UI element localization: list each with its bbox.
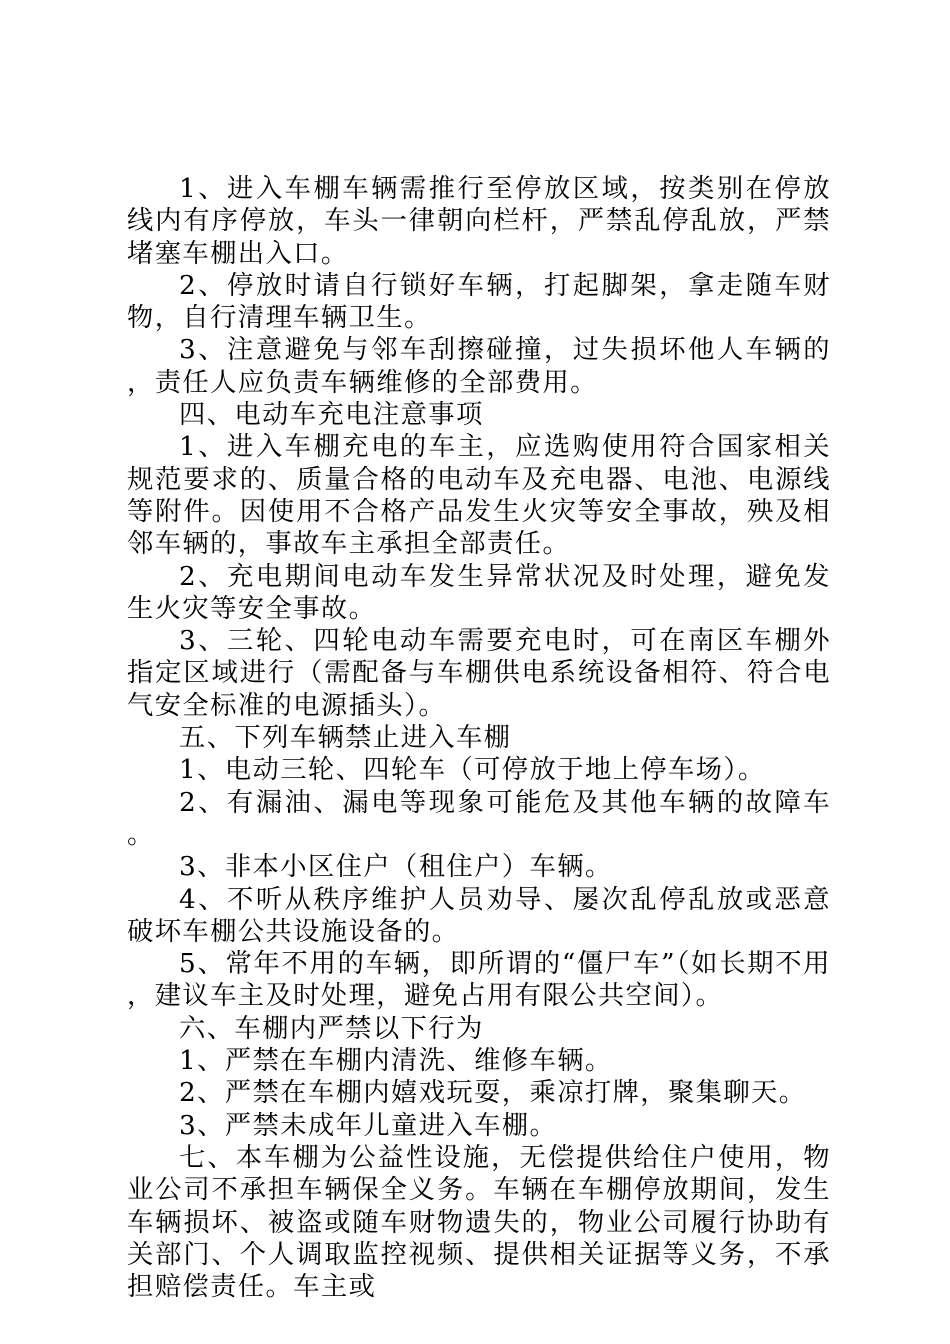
prohibited-behavior-3: 3、严禁未成年儿童进入车棚。 bbox=[179, 1110, 558, 1141]
section-heading-prohibited-vehicles: 五、下列车辆禁止进入车棚 bbox=[179, 723, 512, 754]
rule-avoid-collision: 3、注意避免与邻车刮擦碰撞，过失损坏他人车辆的，责任人应负责车辆维修的全部费用。 bbox=[127, 335, 831, 398]
prohibited-vehicle-3: 3、非本小区住户（租住户）车辆。 bbox=[179, 852, 613, 883]
rule-lock-vehicle: 2、停放时请自行锁好车辆，打起脚架，拿走随车财物，自行清理车辆卫生。 bbox=[127, 270, 831, 334]
document-body bbox=[127, 173, 831, 1303]
prohibited-vehicle-4: 4、不听从秩序维护人员劝导、屡次乱停乱放或恶意破坏车棚公共设施设备的。 bbox=[127, 884, 831, 947]
rule-charging-equipment: 1、进入车棚充电的车主，应选购使用符合国家相关规范要求的、质量合格的电动车及充电器、电池、电源线等附件。因使用不合格产品发生火灾等安全事故，殃及相邻车辆的，事故车主承担全部责任。 bbox=[127, 432, 831, 560]
section-heading-prohibited-behaviors: 六、车棚内严禁以下行为 bbox=[179, 1013, 484, 1044]
prohibited-behavior-1: 1、严禁在车棚内清洗、维修车辆。 bbox=[179, 1046, 613, 1077]
prohibited-vehicle-2: 2、有漏油、漏电等现象可能危及其他车辆的故障车。 bbox=[127, 787, 831, 850]
rule-charging-abnormal: 2、充电期间电动车发生异常状况及时处理，避免发生火灾等安全事故。 bbox=[127, 561, 831, 624]
section-heading-charging: 四、电动车充电注意事项 bbox=[179, 400, 484, 431]
section-liability: 七、本车棚为公益性设施，无偿提供给住户使用，物业公司不承担车辆保全义务。车辆在车棚停放期间，发生车辆损坏、被盗或随车财物遗失的，物业公司履行协助有关部门、个人调取监控视频、提供相关证据等义务，不承担赔偿责任。车主或 bbox=[127, 1142, 831, 1303]
prohibited-vehicle-1: 1、电动三轮、四轮车（可停放于地上停车场）。 bbox=[179, 755, 766, 786]
rule-parking-order: 1、进入车棚车辆需推行至停放区域，按类别在停放线内有序停放，车头一律朝向栏杆，严禁乱停乱放，严禁堵塞车棚出入口。 bbox=[127, 174, 831, 269]
rule-tricycle-charging: 3、三轮、四轮电动车需要充电时，可在南区车棚外指定区域进行（需配备与车棚供电系统设备相符、符合电气安全标准的电源插头）。 bbox=[127, 626, 831, 721]
prohibited-vehicle-5: 5、常年不用的车辆，即所谓的“僵尸车”（如长期不用，建议车主及时处理，避免占用有限公共空间）。 bbox=[127, 949, 831, 1012]
prohibited-behavior-2: 2、严禁在车棚内嬉戏玩耍，乘凉打牌，聚集聊天。 bbox=[179, 1078, 807, 1109]
